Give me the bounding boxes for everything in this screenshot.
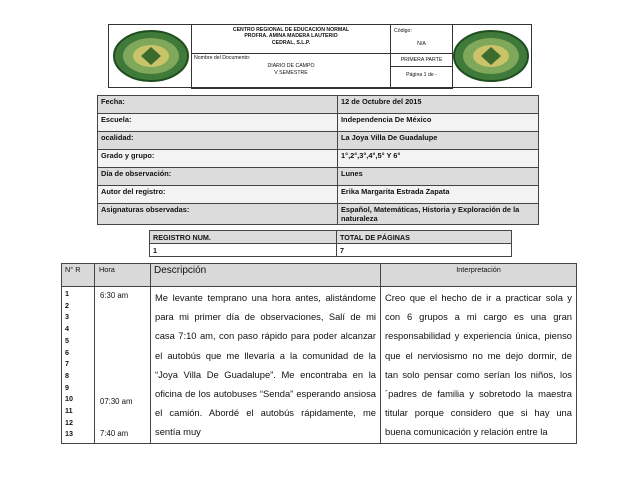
parte-value: PRIMERA PARTE xyxy=(400,57,443,63)
info-row-asignaturas xyxy=(98,204,539,225)
document-name-line-1: DIARIO DE CAMPO xyxy=(267,63,315,70)
info-row-grado xyxy=(98,150,539,168)
hour-entry: 07:30 am xyxy=(100,397,133,406)
info-label: Día de observación: xyxy=(98,168,338,186)
codigo-cell xyxy=(390,24,453,54)
info-row-dia xyxy=(98,168,539,186)
institution-line-2: PROFRA. AMINA MADERA LAUTERIO xyxy=(244,33,338,40)
info-row-localidad xyxy=(98,132,539,150)
info-label: Escuela: xyxy=(98,114,338,132)
document-name-cell xyxy=(191,53,391,89)
row-number: 5 xyxy=(65,335,69,345)
document-header xyxy=(108,24,532,88)
info-value: 12 de Octubre del 2015 xyxy=(338,96,539,114)
row-number: 7 xyxy=(65,359,69,369)
pagina-value: Página 1 de - xyxy=(406,72,437,78)
interpretacion-text: Creo que el hecho de ir a practicar sola y con 6 grupos a mi cargo es una gran responsabilidad y experiencia única, pienso que el nerviosismo no me dejo dormir, de tan solo pensar como serían los niños, los ´padres de familia y sobretodo la maestra titular porque considero que si hay una buena comunicación y relación entre la xyxy=(381,287,577,444)
document-name-label: Nombre del Documento: xyxy=(194,55,251,61)
row-number: 12 xyxy=(65,417,73,427)
pagina-cell xyxy=(390,66,453,89)
observation-info-table xyxy=(97,95,539,225)
row-number: 13 xyxy=(65,429,73,439)
institution-cell xyxy=(191,24,391,54)
row-number: 11 xyxy=(65,406,73,416)
hour-entry: 7:40 am xyxy=(100,429,129,438)
info-row-fecha xyxy=(98,96,539,114)
info-value: Erika Margarita Estrada Zapata xyxy=(338,186,539,204)
info-label: Autor del registro: xyxy=(98,186,338,204)
row-number: 2 xyxy=(65,300,69,310)
school-logo-right xyxy=(451,29,531,84)
hours-cell xyxy=(95,287,151,444)
total-paginas-value: 7 xyxy=(337,244,512,257)
info-value: Español, Matemáticas, Historia y Exploración de la naturaleza xyxy=(338,204,539,225)
row-number: 9 xyxy=(65,382,69,392)
row-number: 4 xyxy=(65,324,69,334)
descripcion-text: Me levante temprano una hora antes, alistándome para mi primer día de observaciones, Salí de mi casa 7:10 am, con paso rápido para poder alcanzar el autobús que me llevaría a la comunidad de la “Joya Villa De Guadalupe”. Me encontraba en la oficina de los autobuses “Senda” esperando ansiosa el camión. Abordé el autobús rápidamente, me sentía muy xyxy=(151,287,381,444)
parte-cell xyxy=(390,53,453,67)
nr-column-header: N° R xyxy=(62,264,95,287)
descripcion-column-header: Descripción xyxy=(151,264,381,287)
info-label: ocalidad: xyxy=(98,132,338,150)
row-numbers-cell xyxy=(62,287,95,444)
info-value: La Joya Villa De Guadalupe xyxy=(338,132,539,150)
registro-table xyxy=(149,230,512,257)
info-value: Lunes xyxy=(338,168,539,186)
info-row-autor xyxy=(98,186,539,204)
row-number: 1 xyxy=(65,289,69,298)
info-row-escuela xyxy=(98,114,539,132)
codigo-value: N/A xyxy=(417,41,426,48)
institution-line-3: CEDRAL, S.L.P. xyxy=(271,39,311,46)
hora-column-header: Hora xyxy=(95,264,151,287)
hour-entry: 6:30 am xyxy=(100,291,129,300)
registro-num-header: REGISTRO NUM. xyxy=(150,231,337,244)
codigo-label: Código: xyxy=(394,28,412,34)
row-number: 10 xyxy=(65,394,73,404)
info-value: 1°,2°,3°,4°,5° Y 6° xyxy=(338,150,539,168)
field-diary-table xyxy=(61,263,577,444)
registro-num-value: 1 xyxy=(150,244,337,257)
info-label: Fecha: xyxy=(98,96,338,114)
row-number: 6 xyxy=(65,347,69,357)
interpretacion-column-header: Interpretación xyxy=(381,264,577,287)
info-label: Asignaturas observadas: xyxy=(98,204,338,225)
info-label: Grado y grupo: xyxy=(98,150,338,168)
row-number: 3 xyxy=(65,312,69,322)
institution-line-1: CENTRO REGIONAL DE EDUCACION NORMAL xyxy=(232,27,350,33)
row-number: 8 xyxy=(65,370,69,380)
document-name-line-2: V SEMESTRE xyxy=(274,69,308,76)
info-value: Independencia De México xyxy=(338,114,539,132)
school-logo-left xyxy=(111,29,191,84)
total-paginas-header: TOTAL DE PÁGINAS xyxy=(337,231,512,244)
